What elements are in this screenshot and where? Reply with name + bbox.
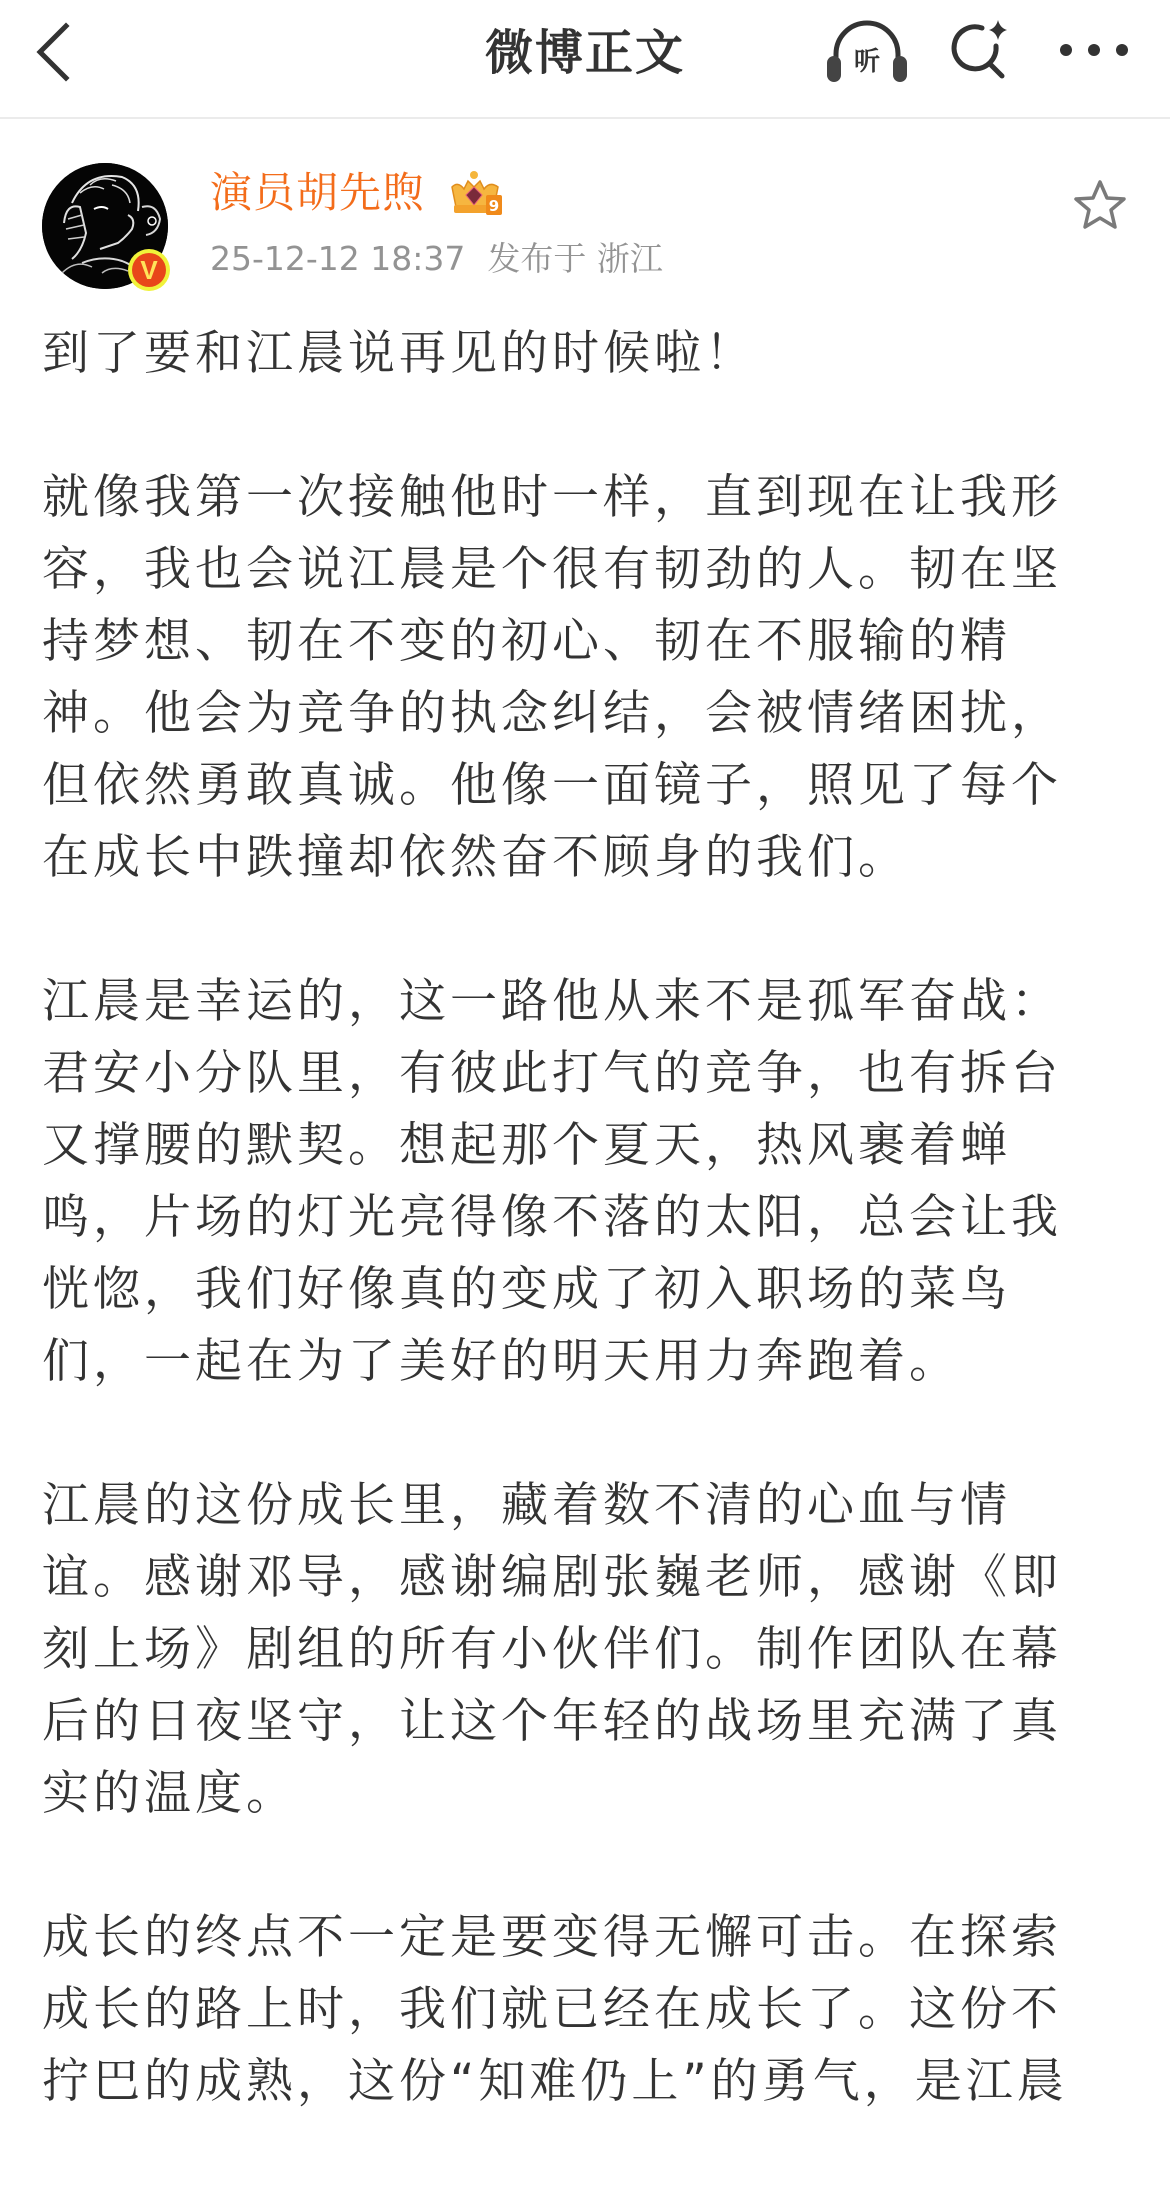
- text-line: 成长的终点不一定是要变得无懈可击。在探索: [42, 1910, 1062, 1965]
- headphones-icon: [824, 18, 910, 84]
- page-title: 微博正文: [484, 25, 685, 81]
- text-line: 又撑腰的默契。想起那个夏天，热风裹着蝉: [42, 1118, 1011, 1173]
- text-line: 们，一起在为了美好的明天用力奔跑着。: [42, 1334, 960, 1389]
- star-outline-icon: [1070, 177, 1130, 233]
- location-prefix: 发布于: [487, 239, 587, 278]
- text-line: 到了要和江晨说再见的时候啦！: [42, 326, 756, 381]
- text-line: 成长的路上时，我们就已经在成长了。这份不: [42, 1982, 1062, 2037]
- member-crown-badge[interactable]: [446, 169, 506, 217]
- svg-text:听: 听: [853, 47, 881, 77]
- text-line: 刻上场》剧组的所有小伙伴们。制作团队在幕: [42, 1622, 1062, 1677]
- svg-text:9: 9: [488, 197, 500, 215]
- text-line: 在成长中跌撞却依然奋不顾身的我们。: [42, 830, 909, 885]
- verified-v-icon: V: [132, 253, 166, 287]
- text-line: 鸣，片场的灯光亮得像不落的太阳，总会让我: [42, 1190, 1062, 1245]
- verified-badge: [128, 249, 170, 291]
- text-line: 君安小分队里，有彼此打气的竞争，也有拆台: [42, 1046, 1062, 1101]
- listen-button[interactable]: [824, 18, 910, 84]
- more-options-button[interactable]: [1056, 30, 1132, 70]
- text-line: 江晨是幸运的，这一路他从来不是孤军奋战：: [42, 974, 1062, 1029]
- post-timestamp: 25-12-12 18:37: [210, 239, 466, 278]
- text-line: 谊。感谢邓导，感谢编剧张巍老师，感谢《即: [42, 1550, 1062, 1605]
- text-line: 实的温度。: [42, 1766, 297, 1821]
- paragraph: [42, 1470, 1142, 1830]
- post-header: [0, 119, 1170, 299]
- paragraph: [42, 318, 1142, 390]
- ai-search-button[interactable]: [946, 16, 1016, 86]
- ai-search-icon: [946, 16, 1016, 86]
- text-line: 容，我也会说江晨是个很有韧劲的人。韧在坚: [42, 542, 1062, 597]
- text-line: 后的日夜坚守，让这个年轻的战场里充满了真: [42, 1694, 1062, 1749]
- text-line: 拧巴的成熟，这份“知难仍上”的勇气，是江晨: [42, 2054, 1068, 2109]
- post-location: 浙江: [596, 239, 663, 278]
- post-meta: [210, 238, 663, 280]
- text-line: 就像我第一次接触他时一样，直到现在让我形: [42, 470, 1062, 525]
- paragraph: [42, 462, 1142, 894]
- top-nav-bar: [0, 0, 1170, 119]
- text-line: 持梦想、韧在不变的初心、韧在不服输的精: [42, 614, 1011, 669]
- text-line: 但依然勇敢真诚。他像一面镜子，照见了每个: [42, 758, 1062, 813]
- crown-icon: [446, 169, 506, 217]
- post-body: [42, 318, 1142, 2190]
- paragraph: [42, 966, 1142, 1398]
- text-line: 江晨的这份成长里，藏着数不清的心血与情: [42, 1478, 1011, 1533]
- text-line: 神。他会为竞争的执念纠结，会被情绪困扰，: [42, 686, 1062, 741]
- more-dots-icon: [1056, 30, 1132, 70]
- text-line: 恍惚，我们好像真的变成了初入职场的菜鸟: [42, 1262, 1011, 1317]
- favorite-button[interactable]: [1070, 177, 1130, 233]
- author-name[interactable]: 演员胡先煦: [210, 168, 426, 217]
- paragraph: [42, 1902, 1142, 2118]
